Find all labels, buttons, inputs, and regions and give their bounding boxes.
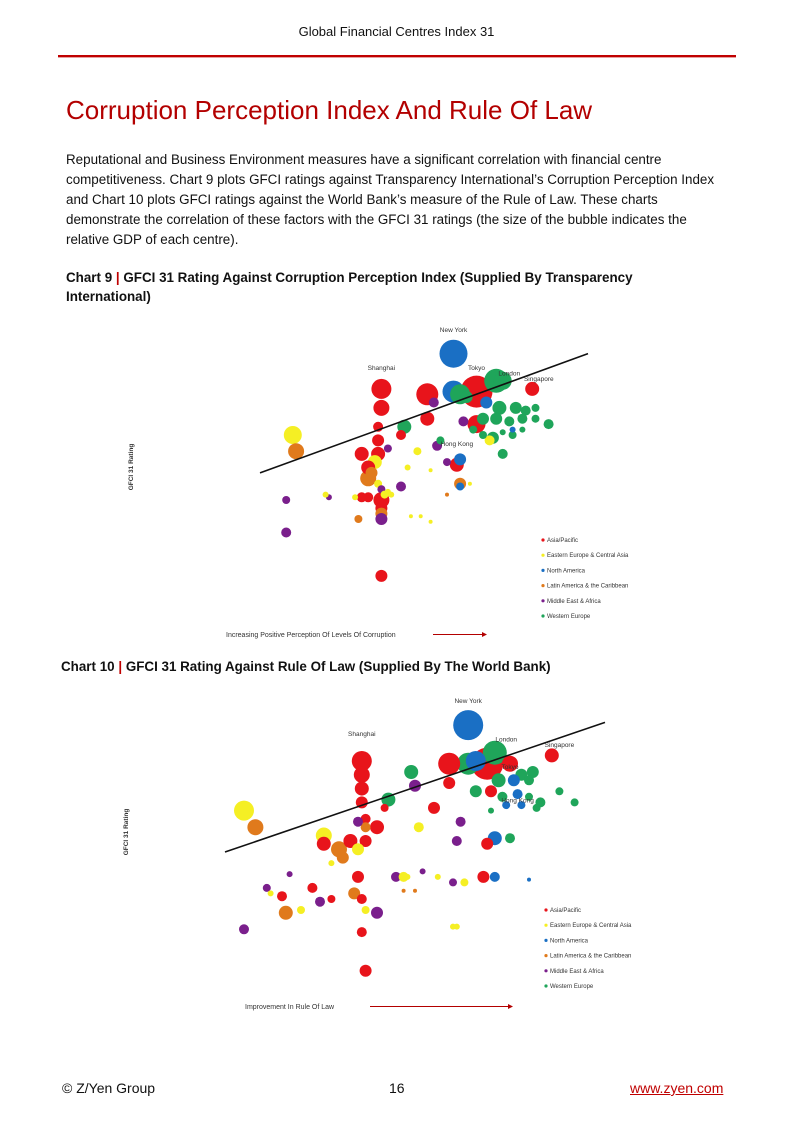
chart10-bubble-middle-east-africa	[371, 907, 383, 919]
chart9-legend-western-europe: Western Europe	[547, 614, 591, 620]
chart10-legend-dot-north-america	[544, 939, 547, 942]
page-title: Corruption Perception Index And Rule Of Law	[66, 95, 593, 125]
chart10-legend-latin-america-the-caribbean: Latin America & the Caribbean	[550, 953, 632, 960]
chart9-bubble-western-europe	[510, 402, 522, 414]
chart9-label-london: London	[498, 370, 521, 378]
chart9-bubble-western-europe	[517, 414, 527, 424]
chart10-bubble-eastern-europe-central-asia	[460, 878, 468, 886]
chart10-bubble-asia-pacific	[545, 748, 559, 762]
chart10-bubble-asia-pacific	[357, 894, 367, 904]
chart9-label-tokyo: Tokyo	[467, 364, 485, 372]
chart10-legend-north-america: North America	[550, 938, 589, 945]
chart9-caption-prefix: Chart 9	[66, 270, 113, 285]
chart9-bubble-asia-pacific	[373, 400, 389, 416]
chart10-bubble-eastern-europe-central-asia	[435, 874, 441, 880]
chart10-label-london: London	[495, 736, 518, 744]
running-header: Global Financial Centres Index 31	[298, 24, 495, 39]
chart9-bubble-western-europe	[532, 404, 540, 412]
chart10-label-singapore: Singapore	[544, 742, 575, 750]
chart10-bubble-middle-east-africa	[456, 817, 466, 827]
chart10-legend-middle-east-africa: Middle East & Africa	[550, 968, 604, 975]
chart10-bubble-asia-pacific	[355, 782, 369, 796]
chart9-bubble-north-america	[440, 340, 468, 368]
chart10-bubble-eastern-europe-central-asia	[328, 860, 334, 866]
chart9-bubble-latin-america-the-caribbean	[366, 467, 378, 479]
chart10-caption	[61, 657, 701, 676]
chart10-bubble-western-europe	[533, 804, 541, 812]
chart9-bubble-western-europe	[469, 426, 477, 434]
chart10-bubble-asia-pacific	[438, 753, 460, 775]
footer-copyright: © Z/Yen Group	[62, 1080, 156, 1096]
chart10-bubble-asia-pacific	[485, 785, 497, 797]
chart10-bubble-western-europe	[404, 765, 418, 779]
chart10-legend-western-europe: Western Europe	[550, 984, 594, 990]
chart10-bubble-asia-pacific	[352, 871, 364, 883]
chart9-caption-text: GFCI 31 Rating Against Corruption Perception Index (Supplied By Transparency International)	[66, 270, 633, 304]
chart9-bubble-eastern-europe-central-asia	[388, 492, 394, 498]
chart10-label-shanghai: Shanghai	[348, 731, 376, 739]
chart10-bubble-asia-pacific	[354, 767, 370, 783]
footer-page-number: 16	[389, 1080, 405, 1096]
chart10-bubble-latin-america-the-caribbean	[279, 906, 293, 920]
chart10-bubble-asia-pacific	[381, 804, 389, 812]
chart10-bubble-eastern-europe-central-asia	[297, 906, 305, 914]
chart9-legend-asia-pacific: Asia/Pacific	[547, 538, 579, 544]
chart10-bubble-asia-pacific	[443, 777, 455, 789]
chart10-bubble-western-europe	[571, 798, 579, 806]
chart9-legend-middle-east-africa: Middle East & Africa	[547, 598, 601, 605]
chart10-bubble-western-europe	[470, 785, 482, 797]
chart9-bubble-western-europe	[544, 419, 554, 429]
chart10-bubble-asia-pacific	[317, 837, 331, 851]
chart9-legend-north-america: North America	[547, 568, 586, 575]
chart10-bubble-western-europe	[505, 833, 515, 843]
intro-paragraph: Reputational and Business Environment measures have a significant correlation with financial centre competitiveness. Chart 9 plots GFCI ratings against Transparency International’s Corruption Perception Index and Chart 10 plots GFCI ratings against the World Bank’s measure of the Rule of Law. These charts demonstrate the correlation of these factors with the GFCI 31 ratings (the size of the bubble indicates the relative GDP of each centre).	[66, 152, 715, 247]
chart9-bubble-north-america	[510, 427, 516, 433]
chart10-bubble-middle-east-africa	[452, 836, 462, 846]
chart9-caption-separator: |	[115, 270, 120, 285]
chart10-bubble-asia-pacific	[428, 802, 440, 814]
chart9-bubble-middle-east-africa	[458, 416, 468, 426]
chart10-bubble-north-america	[527, 878, 531, 882]
chart10-bubble-eastern-europe-central-asia	[362, 906, 370, 914]
chart10-caption-text: GFCI 31 Rating Against Rule Of Law (Supplied By The World Bank)	[125, 659, 551, 674]
chart10-bubble-western-europe	[488, 808, 494, 814]
chart10-bubble-middle-east-africa	[239, 924, 249, 934]
chart9-bubble-eastern-europe-central-asia	[352, 494, 358, 500]
chart10-bubble-middle-east-africa	[287, 871, 293, 877]
chart10-bubble-north-america	[508, 774, 520, 786]
chart9-legend-eastern-europe-central-asia: Eastern Europe & Central Asia	[547, 553, 629, 560]
chart10-bubble-western-europe	[555, 787, 563, 795]
chart9-bubble-asia-pacific	[525, 382, 539, 396]
chart9-bubble-latin-america-the-caribbean	[288, 443, 304, 459]
chart10-caption-separator: |	[118, 659, 123, 674]
chart9-y-axis-label: GFCI 31 Rating	[128, 443, 135, 491]
chart9-bubble-eastern-europe-central-asia	[323, 492, 329, 498]
chart9-bubble-north-america	[480, 397, 492, 409]
chart9-legend-dot-western-europe	[541, 614, 544, 617]
chart10-bubble-asia-pacific	[360, 965, 372, 977]
chart9-bubble-eastern-europe-central-asia	[409, 514, 413, 518]
chart9-label-singapore: Singapore	[523, 375, 554, 383]
chart9-legend-latin-america-the-caribbean: Latin America & the Caribbean	[547, 583, 629, 590]
chart9-bubble-eastern-europe-central-asia	[429, 468, 433, 472]
chart10-bubble-asia-pacific	[481, 838, 493, 850]
chart10-bubble-eastern-europe-central-asia	[404, 874, 410, 880]
chart9-bubble-western-europe	[498, 449, 508, 459]
chart9-bubble-middle-east-africa	[375, 513, 387, 525]
chart9-bubble-middle-east-africa	[282, 496, 290, 504]
chart9-bubble-western-europe	[479, 431, 487, 439]
chart9-bubble-eastern-europe-central-asia	[413, 447, 421, 455]
chart9-bubble-eastern-europe-central-asia	[405, 465, 411, 471]
chart9-bubble-western-europe	[477, 413, 489, 425]
chart10-bubble-asia-pacific	[327, 895, 335, 903]
chart10-bubble-north-america	[453, 710, 483, 740]
chart10-bubble-north-america	[490, 872, 500, 882]
chart10-legend-asia-pacific: Asia/Pacific	[550, 908, 582, 914]
chart10-bubble-western-europe	[492, 773, 506, 787]
chart9-bubble-western-europe	[490, 413, 502, 425]
chart9-trend-line	[260, 354, 588, 473]
chart10-bubble-latin-america-the-caribbean	[413, 889, 417, 893]
chart10-bubble-asia-pacific	[370, 820, 384, 834]
chart9-bubble-asia-pacific	[357, 492, 367, 502]
chart9-bubble-western-europe	[492, 401, 506, 415]
chart10-bubble-eastern-europe-central-asia	[414, 822, 424, 832]
chart10-legend-dot-latin-america-the-caribbean	[544, 954, 547, 957]
chart10-legend-dot-asia-pacific	[544, 908, 547, 911]
chart9-bubble-north-america	[456, 483, 464, 491]
chart10-plot	[115, 692, 660, 1017]
chart9-label-new-york: New York	[439, 327, 468, 334]
chart10-bubble-latin-america-the-caribbean	[402, 889, 406, 893]
chart9-x-axis-arrowhead	[482, 632, 487, 637]
chart9-caption	[66, 268, 706, 306]
chart9-label-hong-kong: Hong Kong	[440, 440, 474, 448]
chart9-bubble-latin-america-the-caribbean	[445, 493, 449, 497]
chart10-bubble-asia-pacific	[307, 883, 317, 893]
chart9-legend-dot-asia-pacific	[541, 538, 544, 541]
chart10-bubble-eastern-europe-central-asia	[352, 843, 364, 855]
chart10-legend-dot-western-europe	[544, 984, 547, 987]
chart10-bubble-middle-east-africa	[420, 868, 426, 874]
chart9-bubble-middle-east-africa	[384, 445, 392, 453]
chart9-legend-dot-middle-east-africa	[541, 599, 544, 602]
chart9-label-shanghai: Shanghai	[367, 364, 396, 372]
chart10-y-axis-label: GFCI 31 Rating	[123, 808, 130, 856]
chart9-bubble-middle-east-africa	[429, 398, 439, 408]
chart10-bubble-asia-pacific	[357, 927, 367, 937]
chart10-bubble-middle-east-africa	[449, 878, 457, 886]
chart10-x-axis-arrowhead	[508, 1004, 513, 1009]
chart9-bubble-western-europe	[532, 415, 540, 423]
chart9-bubble-asia-pacific	[372, 434, 384, 446]
chart9-bubble-middle-east-africa	[281, 528, 291, 538]
chart10-bubble-middle-east-africa	[353, 817, 363, 827]
chart9-bubble-middle-east-africa	[396, 482, 406, 492]
chart10-label-tokyo: Tokyo	[501, 764, 519, 772]
chart10-bubble-middle-east-africa	[315, 897, 325, 907]
chart10-bubble-latin-america-the-caribbean	[337, 852, 349, 864]
chart9-bubble-eastern-europe-central-asia	[419, 514, 423, 518]
chart9-bubble-western-europe	[504, 416, 514, 426]
chart10-x-axis-label: Improvement In Rule Of Law	[245, 1004, 335, 1011]
chart10-bubble-western-europe	[524, 775, 534, 785]
chart9-plot	[120, 322, 660, 647]
footer-website-link[interactable]: www.zyen.com	[630, 1080, 724, 1096]
chart9-bubble-eastern-europe-central-asia	[284, 426, 302, 444]
chart10-bubble-eastern-europe-central-asia	[234, 801, 254, 821]
chart9-bubble-asia-pacific	[371, 379, 391, 399]
chart9-bubble-asia-pacific	[375, 570, 387, 582]
chart9-bubble-western-europe	[500, 429, 506, 435]
chart9-legend-dot-eastern-europe-central-asia	[541, 554, 544, 557]
chart9-bubble-eastern-europe-central-asia	[468, 482, 472, 486]
chart9-bubble-western-europe	[519, 427, 525, 433]
chart10-bubble-latin-america-the-caribbean	[247, 819, 263, 835]
chart9-legend-dot-latin-america-the-caribbean	[541, 584, 544, 587]
chart10-bubble-asia-pacific	[277, 891, 287, 901]
chart10-caption-prefix: Chart 10	[61, 659, 115, 674]
chart9-bubble-eastern-europe-central-asia	[429, 520, 433, 524]
header-rule-shadow	[58, 57, 736, 58]
chart10-bubble-eastern-europe-central-asia	[268, 890, 274, 896]
chart10-bubble-asia-pacific	[477, 871, 489, 883]
chart10-bubble-eastern-europe-central-asia	[454, 924, 460, 930]
chart10-legend-dot-eastern-europe-central-asia	[544, 924, 547, 927]
chart9-bubble-latin-america-the-caribbean	[354, 515, 362, 523]
chart9-bubble-middle-east-africa	[443, 458, 451, 466]
chart9-bubble-asia-pacific	[355, 447, 369, 461]
chart10-legend-eastern-europe-central-asia: Eastern Europe & Central Asia	[550, 923, 632, 930]
chart9-legend-dot-north-america	[541, 569, 544, 572]
chart9-x-axis-label: Increasing Positive Perception Of Levels Of Corruption	[226, 632, 396, 639]
chart10-label-hong-kong: Hong Kong	[501, 797, 534, 805]
chart10-label-new-york: New York	[454, 698, 482, 705]
chart9-bubble-asia-pacific	[396, 430, 406, 440]
chart9-bubble-north-america	[454, 453, 466, 465]
chart10-legend-dot-middle-east-africa	[544, 969, 547, 972]
